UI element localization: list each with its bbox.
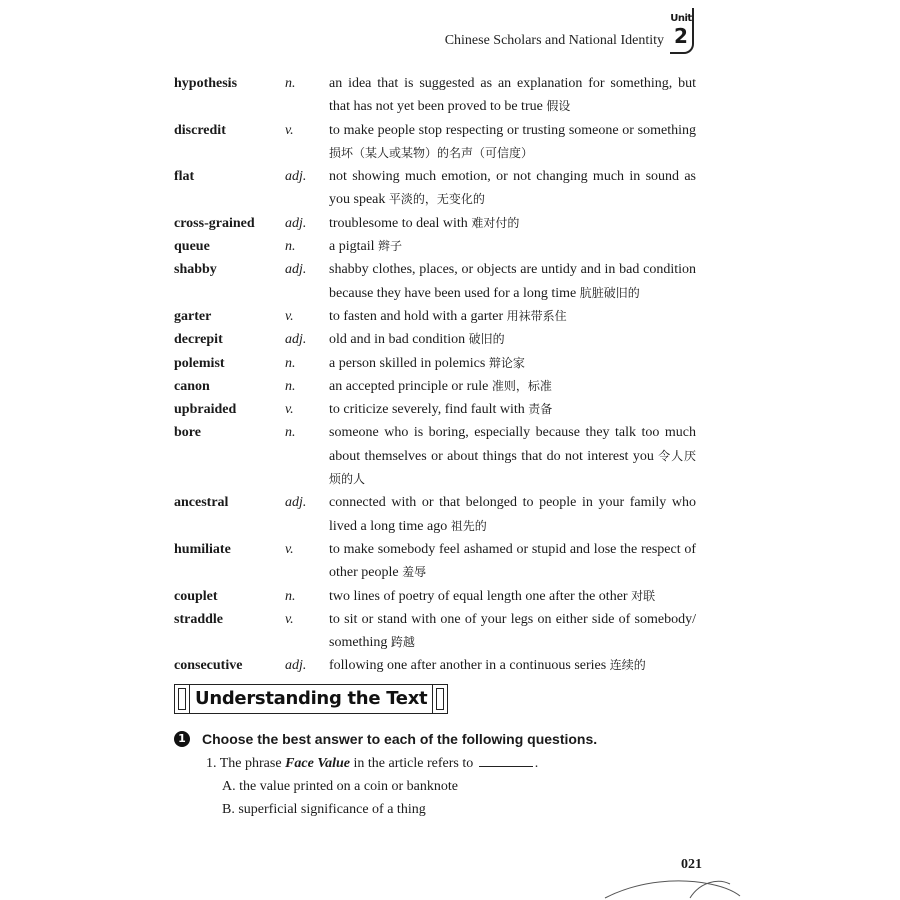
- vocab-entry: [174, 654, 696, 677]
- definition-chinese: 令人厌烦的人: [329, 448, 696, 487]
- vocab-definition: [329, 538, 696, 585]
- vocab-word: cross-grained: [174, 215, 255, 231]
- definition-chinese: 祖先的: [450, 518, 487, 533]
- definition-english: following one after another in a continuous series: [329, 658, 610, 674]
- vocab-definition: [329, 654, 696, 677]
- vocab-part-of-speech: v.: [285, 541, 294, 557]
- vocab-definition: [329, 375, 696, 398]
- definition-english: to sit or stand with one of your legs on either side of somebody/ something: [329, 611, 696, 651]
- vocab-word: shabby: [174, 262, 217, 278]
- vocab-part-of-speech: v.: [285, 308, 294, 324]
- definition-english: to fasten and hold with a garter: [329, 308, 507, 324]
- vocab-word: hypothesis: [174, 76, 238, 91]
- vocab-word: polemist: [174, 355, 225, 371]
- vocab-entry: [174, 421, 696, 491]
- vocab-word: upbraided: [174, 402, 237, 418]
- vocab-part-of-speech: n.: [285, 378, 296, 394]
- vocab-entry: [174, 328, 696, 351]
- question-emphasis: Face Value: [285, 756, 351, 771]
- unit-label: Unit: [670, 13, 692, 24]
- vocab-word: consecutive: [174, 658, 243, 674]
- banner-left-ornament: [174, 684, 190, 714]
- vocab-definition: [329, 398, 696, 421]
- vocab-entry: [174, 375, 696, 398]
- vocab-entry: [174, 305, 696, 328]
- vocab-part-of-speech: n.: [285, 425, 296, 441]
- vocab-definition: [329, 72, 696, 119]
- vocab-part-of-speech: v.: [285, 402, 294, 418]
- unit-number: 2: [674, 24, 688, 48]
- instruction-number-badge: 1: [174, 731, 190, 747]
- definition-chinese: 责备: [528, 402, 553, 417]
- definition-english: a person skilled in polemics: [329, 355, 489, 371]
- definition-chinese: 假设: [546, 99, 571, 114]
- definition-english: to criticize severely, find fault with: [329, 402, 529, 418]
- section-heading: [174, 683, 448, 715]
- vocab-definition: [329, 119, 696, 166]
- definition-english: connected with or that belonged to people in your family who lived a long time ago: [329, 495, 696, 534]
- vocabulary-list: [174, 72, 696, 678]
- exercise-instruction: [174, 731, 597, 747]
- definition-english: to make people stop respecting or trusting someone or something: [329, 122, 696, 138]
- vocab-definition: [329, 328, 696, 351]
- definition-english: an idea that is suggested as an explanation for something, but that has not yet been proved to be true: [329, 76, 696, 115]
- vocab-part-of-speech: n.: [285, 239, 296, 255]
- answer-blank: [479, 752, 533, 767]
- vocab-word: garter: [174, 308, 212, 324]
- question-1: [206, 752, 538, 775]
- definition-english: a pigtail: [329, 239, 378, 255]
- vocab-word: ancestral: [174, 495, 229, 511]
- decorative-swash: [600, 870, 750, 900]
- banner-right-ornament: [432, 684, 448, 714]
- vocab-word: flat: [174, 169, 195, 185]
- vocab-entry: [174, 538, 696, 585]
- vocab-entry: [174, 352, 696, 375]
- vocab-entry: [174, 72, 696, 119]
- question-number: 1.: [206, 756, 217, 771]
- running-header-title: Chinese Scholars and National Identity: [444, 33, 664, 48]
- definition-chinese: 辩论家: [488, 355, 525, 370]
- vocab-part-of-speech: adj.: [285, 658, 307, 674]
- vocab-definition: [329, 235, 696, 258]
- definition-chinese: 连续的: [609, 658, 646, 673]
- definition-chinese: 跨越: [390, 635, 415, 650]
- definition-english: two lines of poetry of equal length one after the other: [329, 588, 632, 604]
- vocab-word: straddle: [174, 611, 223, 627]
- question-text-after: in the article refers to: [350, 756, 477, 771]
- question-text-before: The phrase: [219, 756, 286, 771]
- definition-chinese: 羞辱: [402, 565, 427, 580]
- definition-chinese: 难对付的: [471, 215, 520, 230]
- vocab-entry: [174, 585, 696, 608]
- option-a: A. the value printed on a coin or banknote: [222, 779, 458, 794]
- vocab-entry: [174, 119, 696, 166]
- definition-chinese: 准则，标准: [491, 378, 552, 393]
- vocab-definition: [329, 305, 696, 328]
- instruction-text: Choose the best answer to each of the following questions.: [202, 731, 598, 747]
- vocab-entry: [174, 235, 696, 258]
- option-b: B. superficial significance of a thing: [222, 802, 426, 817]
- vocab-part-of-speech: adj.: [285, 215, 307, 231]
- vocab-entry: [174, 491, 696, 538]
- vocab-word: queue: [174, 239, 210, 255]
- vocab-part-of-speech: n.: [285, 588, 296, 604]
- vocab-definition: [329, 258, 696, 305]
- vocab-word: discredit: [174, 122, 226, 138]
- vocab-entry: [174, 608, 696, 655]
- definition-chinese: 损坏（某人或某物）的名声（可信度）: [329, 145, 534, 160]
- definition-chinese: 辫子: [378, 239, 403, 254]
- vocab-definition: [329, 352, 696, 375]
- vocab-part-of-speech: adj.: [285, 169, 307, 185]
- vocab-part-of-speech: adj.: [285, 495, 307, 511]
- vocab-part-of-speech: v.: [285, 611, 294, 627]
- definition-english: an accepted principle or rule: [329, 378, 492, 394]
- unit-badge: [670, 8, 694, 54]
- definition-chinese: 肮脏破旧的: [579, 285, 640, 300]
- vocab-word: canon: [174, 378, 210, 394]
- vocab-entry: [174, 398, 696, 421]
- definition-english: troublesome to deal with: [329, 215, 472, 231]
- vocab-word: decrepit: [174, 332, 223, 348]
- vocab-definition: [329, 491, 696, 538]
- page-number: 021: [681, 857, 702, 872]
- vocab-word: humiliate: [174, 541, 231, 557]
- vocab-entry: [174, 212, 696, 235]
- vocab-entry: [174, 258, 696, 305]
- vocab-part-of-speech: v.: [285, 122, 294, 138]
- section-heading-text: Understanding the Text: [190, 684, 432, 714]
- definition-english: to make somebody feel ashamed or stupid and lose the respect of other people: [329, 541, 696, 581]
- vocab-definition: [329, 608, 696, 655]
- vocab-definition: [329, 165, 696, 212]
- definition-chinese: 平淡的，无变化的: [388, 192, 485, 207]
- vocab-definition: [329, 585, 696, 608]
- question-end: .: [534, 756, 539, 771]
- vocab-part-of-speech: n.: [285, 355, 296, 371]
- definition-chinese: 用袜带系住: [506, 308, 567, 323]
- vocab-word: couplet: [174, 588, 218, 604]
- vocab-entry: [174, 165, 696, 212]
- definition-english: not showing much emotion, or not changing much in sound as you speak: [329, 169, 696, 208]
- definition-chinese: 对联: [631, 588, 656, 603]
- vocab-definition: [329, 212, 696, 235]
- vocab-part-of-speech: n.: [285, 76, 296, 91]
- definition-chinese: 破旧的: [468, 332, 505, 347]
- vocab-word: bore: [174, 425, 201, 441]
- vocab-part-of-speech: adj.: [285, 332, 307, 348]
- definition-english: someone who is boring, especially because they talk too much about themselves or about things that do not interest you: [329, 425, 696, 464]
- vocab-definition: [329, 421, 696, 491]
- vocab-part-of-speech: adj.: [285, 262, 307, 278]
- definition-english: old and in bad condition: [329, 332, 469, 348]
- definition-english: shabby clothes, places, or objects are untidy and in bad condition because they have been used for a long time: [329, 262, 696, 301]
